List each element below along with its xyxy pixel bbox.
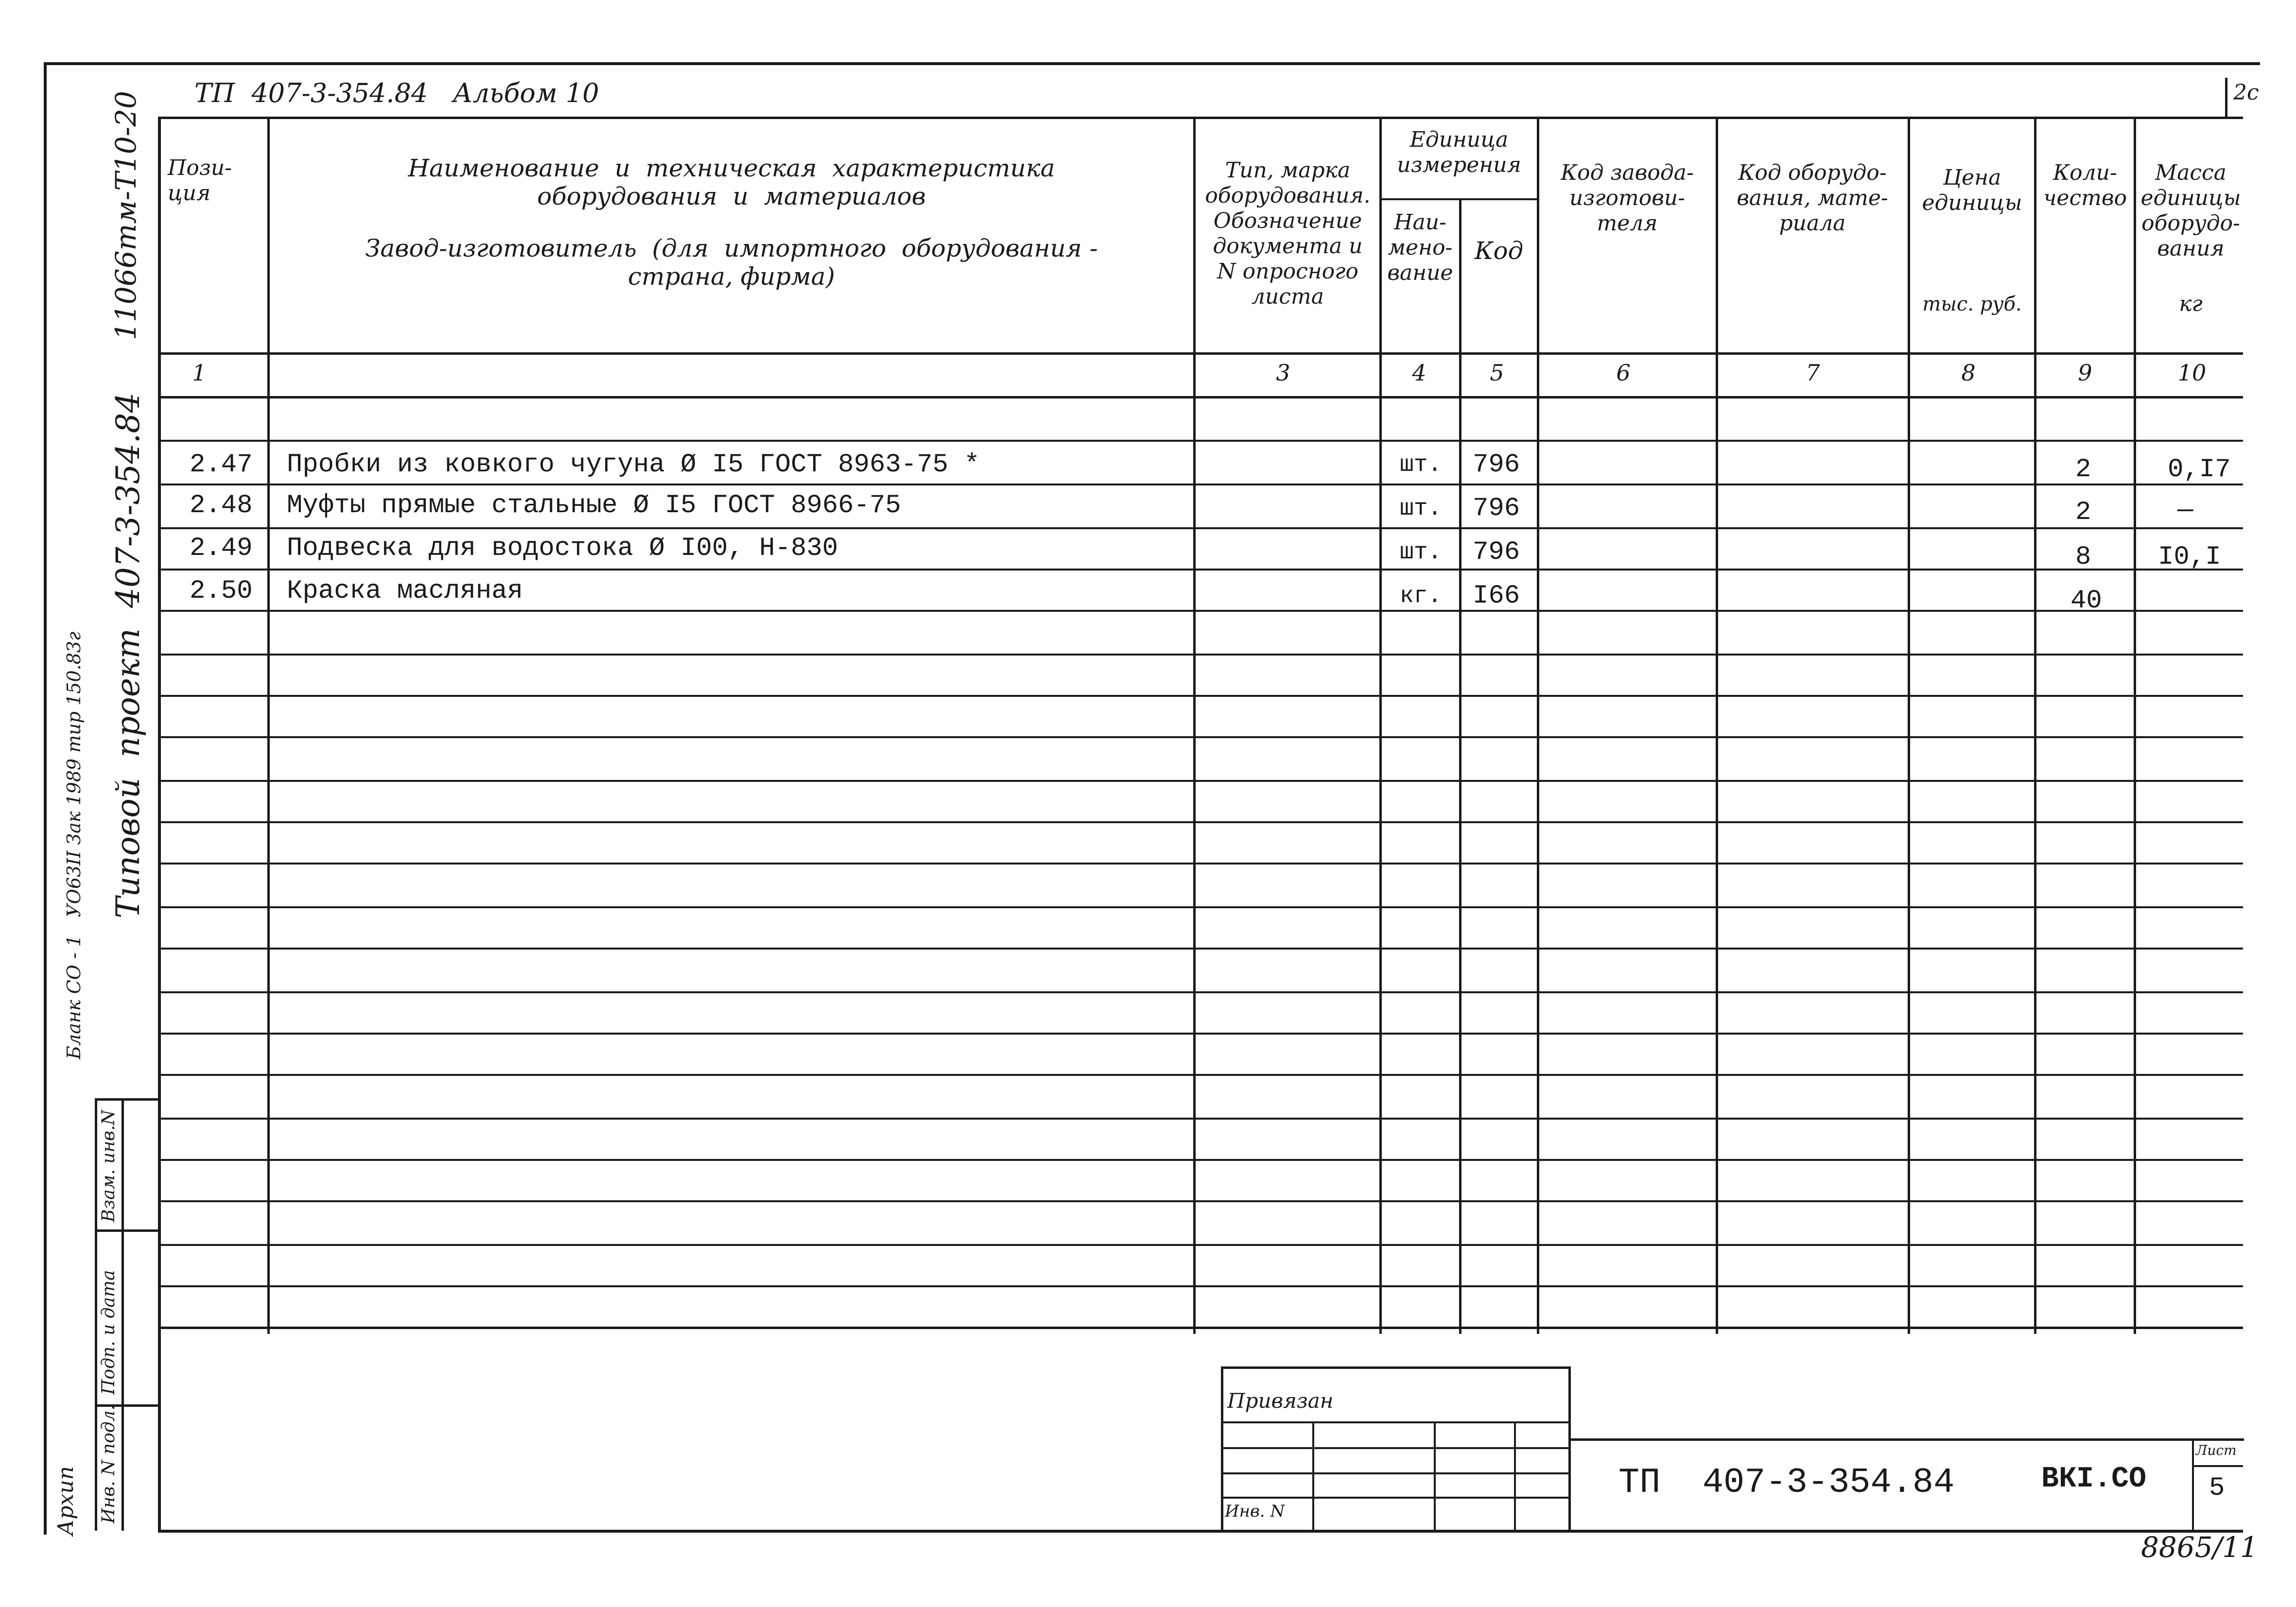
sheet-label: Лист — [2196, 1442, 2237, 1458]
sheet-number: 5 — [2209, 1473, 2225, 1503]
unit-subheader-line — [1379, 198, 1539, 200]
colnum-3: 3 — [1276, 360, 1290, 386]
titleblock-sheet-split — [2192, 1465, 2243, 1467]
row-rule — [158, 1285, 2243, 1287]
row-2-49-unit: шт. — [1400, 539, 1442, 566]
header-mass: Масса единицы оборудо- вания — [2140, 160, 2241, 261]
header-name-line1: Наименование и техническая характеристика — [408, 154, 1055, 182]
row-rule — [158, 527, 2243, 529]
colnum-7: 7 — [1806, 360, 1820, 386]
col-line-pos — [267, 119, 270, 1334]
privyazan-top — [1221, 1366, 1571, 1369]
doc-code: ТП 407-3-354.84 — [1618, 1463, 1955, 1503]
header-line-2 — [158, 396, 2243, 398]
stamp-left-top — [95, 1098, 160, 1101]
privyazan-label: Привязан — [1227, 1389, 1334, 1413]
header-price-unit: тыс. руб. — [1922, 293, 2022, 315]
row-rule — [158, 1159, 2243, 1161]
row-rule — [158, 440, 2243, 442]
col-line-price — [2034, 119, 2036, 1334]
header-qty: Коли- чество — [2043, 160, 2127, 210]
row-2-47-qty: 2 — [2075, 455, 2091, 484]
row-2-49-code: 796 — [1473, 537, 1520, 567]
row-2-50-pos: 2.50 — [190, 576, 253, 606]
row-rule — [158, 1074, 2243, 1076]
row-rule — [158, 906, 2243, 908]
row-rule — [158, 991, 2243, 993]
row-2-50-unit: кг. — [1400, 583, 1442, 609]
title-bar-bottom — [158, 117, 2243, 119]
row-rule — [158, 484, 2243, 485]
privyazan-right — [1568, 1366, 1571, 1532]
privyazan-v3 — [1514, 1421, 1516, 1531]
col-line-type — [1379, 119, 1382, 1334]
row-rule — [158, 1327, 2243, 1329]
stamp-left-div1 — [95, 1229, 160, 1232]
row-2-50-qty: 40 — [2070, 586, 2102, 616]
row-2-47-unit: шт. — [1400, 452, 1442, 478]
header-equip-code: Код оборудо- вания, мате- риала — [1737, 160, 1888, 236]
corner-box-left — [2225, 78, 2227, 117]
header-type: Тип, марка оборудования. Обозначение документа и N опросного листа — [1205, 158, 1371, 309]
row-2-48-unit: шт. — [1400, 496, 1442, 522]
col-line-unit-code — [1537, 119, 1539, 1334]
sheet-code: ВКI.СО — [2041, 1463, 2147, 1496]
frame-inner-left — [158, 117, 161, 1531]
row-2-50-name: Краска масляная — [287, 576, 523, 606]
row-rule — [158, 1118, 2243, 1120]
colnum-4: 4 — [1412, 360, 1426, 386]
privyazan-h1 — [1221, 1421, 1571, 1423]
project-title-label: Типовой проект 407-3-354.84 — [109, 392, 147, 918]
col-line-unit-name — [1459, 199, 1461, 1334]
frame-top — [44, 62, 2260, 65]
row-2-47-name: Пробки из ковкого чугуна Ø I5 ГОСТ 8963-75 * — [287, 450, 980, 480]
privyazan-v2 — [1434, 1421, 1436, 1531]
stamp-left-outer — [95, 1098, 97, 1531]
colnum-10: 10 — [2177, 360, 2207, 386]
row-rule — [158, 654, 2243, 656]
privyazan-h4 — [1221, 1497, 1571, 1499]
row-rule — [158, 736, 2243, 738]
header-pos: Пози- ция — [168, 156, 232, 206]
album-title: ТП 407-3-354.84 Альбом 10 — [194, 78, 599, 108]
row-rule — [158, 948, 2243, 950]
corner-mark: 2с — [2233, 80, 2259, 105]
project-code-label: 11066тм-Т10-20 — [109, 90, 142, 340]
stamp-podp-label: Подп. и дата — [99, 1270, 119, 1395]
row-rule — [158, 863, 2243, 864]
privyazan-left — [1221, 1366, 1223, 1532]
row-2-47-mass: 0,I7 — [2168, 455, 2231, 484]
privyazan-h3 — [1221, 1472, 1571, 1474]
header-name-line4: страна, фирма) — [628, 262, 835, 291]
row-2-49-qty: 8 — [2075, 542, 2091, 572]
row-2-49-mass: I0,I — [2158, 542, 2221, 572]
row-2-50-code: I66 — [1473, 581, 1520, 611]
colnum-5: 5 — [1490, 360, 1504, 386]
row-rule — [158, 569, 2243, 570]
header-price: Цена единицы — [1922, 165, 2022, 215]
col-line-name — [1193, 119, 1196, 1334]
inv-n-label: Инв. N — [1225, 1502, 1285, 1521]
stamp-left-inner — [122, 1098, 124, 1531]
header-name-line3: Завод-изготовитель (для импортного оборудования - — [365, 234, 1098, 262]
row-rule — [158, 821, 2243, 823]
row-rule — [158, 1033, 2243, 1035]
row-rule — [158, 695, 2243, 697]
header-unit-code: Код — [1474, 237, 1524, 265]
colnum-9: 9 — [2078, 360, 2092, 386]
row-2-48-qty: 2 — [2075, 498, 2091, 527]
header-line-1 — [158, 352, 2243, 355]
colnum-1: 1 — [192, 360, 207, 386]
frame-bottom — [158, 1530, 2243, 1533]
frame-left — [44, 62, 47, 1535]
row-2-48-mass: — — [2177, 496, 2193, 525]
stamp-inv-label: Инв. N подл. — [99, 1405, 119, 1523]
row-rule — [158, 780, 2243, 782]
colnum-6: 6 — [1616, 360, 1631, 386]
row-2-49-pos: 2.49 — [190, 534, 253, 563]
header-mass-unit: кг — [2179, 292, 2203, 316]
stamp-vzam-label: Взам. инв.N — [99, 1109, 119, 1222]
row-2-49-name: Подвеска для водостока Ø I00, Н-830 — [287, 534, 838, 563]
archive-number: 8865/11 — [2141, 1531, 2258, 1564]
signature: Архип — [53, 1466, 78, 1536]
row-2-47-pos: 2.47 — [190, 450, 253, 480]
blank-label: Бланк СО - 1 УО63II Зак 1989 тир 150.83г — [63, 631, 85, 1059]
privyazan-h2 — [1221, 1447, 1571, 1449]
row-rule — [158, 610, 2243, 612]
privyazan-v1 — [1312, 1421, 1314, 1531]
row-2-47-code: 796 — [1473, 450, 1520, 480]
header-name-line2: оборудования и материалов — [537, 182, 926, 210]
row-2-48-name: Муфты прямые стальные Ø I5 ГОСТ 8966-75 — [287, 491, 901, 520]
titleblock-sheet-left — [2192, 1438, 2194, 1531]
row-2-48-code: 796 — [1473, 494, 1520, 523]
header-unit: Единица измерения — [1397, 127, 1521, 177]
col-line-factory — [1716, 119, 1718, 1334]
header-factory-code: Код завода- изготови- теля — [1561, 160, 1694, 236]
row-rule — [158, 1244, 2243, 1246]
row-2-48-pos: 2.48 — [190, 491, 253, 520]
header-unit-name: Наи- мено- вание — [1387, 210, 1453, 285]
row-rule — [158, 1200, 2243, 1202]
colnum-8: 8 — [1961, 360, 1976, 386]
titleblock-top — [1571, 1438, 2244, 1441]
